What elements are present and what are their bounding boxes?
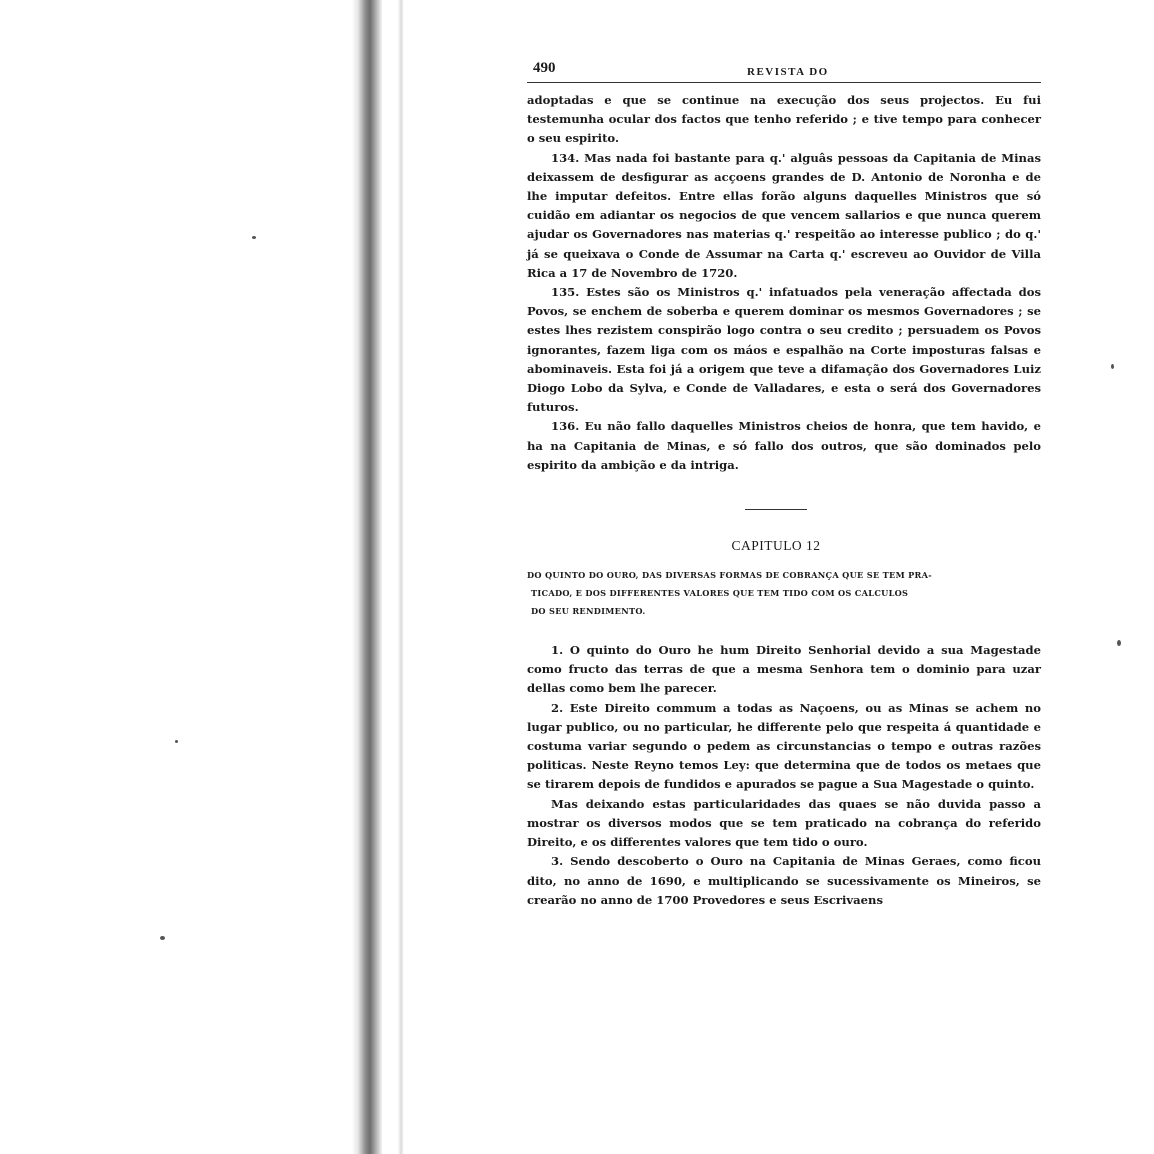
scan-speck: [1111, 364, 1114, 369]
scan-speck: [160, 936, 165, 940]
scan-speck: [175, 740, 178, 743]
page-number: 490: [533, 60, 556, 76]
paragraph-3: 3. Sendo descoberto o Ouro na Capitania de Minas Geraes, como ficou dito, no anno de 1690, e multiplicando se sucessivamente os Mineiros, se crearão no anno de 1700 Provedores e seus Escrivaens: [527, 854, 1041, 907]
section-divider: [745, 509, 807, 510]
scan-speck: [252, 236, 256, 239]
paragraph-134: 134. Mas nada foi bastante para q.' alguâs pessoas da Capitania de Minas deixassem de desfigurar as acçoens grandes de D. Antonio de Noronha e de lhe imputar defeitos. Entre ellas forão alguns daquelles Ministros que só cuidão em adiantar os negocios de que vencem sallarios e que nunca querem ajudar os Governadores nas materias q.' respeitão ao interesse publico ; do q.' já se queixava o Conde de Assumar na Carta q.' escreveu ao Ouvidor de Villa Rica a 17 de Novembro de 1720.: [527, 150, 1041, 280]
chapter-subtitle-line: DO QUINTO DO OURO, DAS DIVERSAS FORMAS DE COBRANÇA QUE SE TEM PRA-: [527, 570, 932, 581]
page-header: [527, 56, 1041, 83]
book-gutter-shadow: [352, 0, 382, 1154]
chapter-subtitle: [527, 566, 1041, 620]
body-text-chapter: [527, 641, 1041, 910]
paragraph-1: 1. O quinto do Ouro he hum Direito Senhorial devido a sua Magestade como fructo das terras de que a mesma Senhora tem o dominio para uzar dellas como bem lhe parecer.: [527, 643, 1041, 696]
chapter-title: CAPITULO 12: [731, 538, 821, 554]
chapter-subtitle-line: TICADO, E DOS DIFFERENTES VALORES QUE TEM TIDO COM OS CALCULOS: [531, 588, 909, 599]
paragraph-136: 136. Eu não fallo daquelles Ministros cheios de honra, que tem havido, e ha na Capitania de Minas, e só fallo dos outros, que são dominados pelo espirito da ambição e da intriga.: [527, 419, 1041, 472]
paragraph-continuation: adoptadas e que se continue na execução dos seus projectos. Eu fui testemunha ocular dos factos que tenho referido ; e tive tempo para conhecer o seu espirito.: [527, 93, 1041, 146]
scan-speck: [1117, 640, 1121, 646]
chapter-subtitle-line: DO SEU RENDIMENTO.: [531, 606, 646, 617]
paragraph-2-continued: Mas deixando estas particularidades das quaes se não duvida passo a mostrar os diversos modos que se tem praticado na cobrança do referido Direito, e os differentes valores que tem tido o ouro.: [527, 796, 1041, 850]
book-gutter-streak: [398, 0, 404, 1154]
book-page: [527, 56, 1041, 910]
paragraph-2: 2. Este Direito commum a todas as Naçoens, ou as Minas se achem no lugar publico, ou no particular, he differente pelo que respeita á quantidade e costuma variar segundo o pedem as circunstancias o tempo e outras razões politicas. Neste Reyno temos Ley: que determina que de todos os metaes que se tirarem depois de fundidos e apurados se pague a Sua Magestade o quinto.: [527, 700, 1041, 792]
running-head: REVISTA DO: [747, 66, 829, 78]
body-text-top: [527, 91, 1041, 475]
paragraph-135: 135. Estes são os Ministros q.' infatuados pela veneração affectada dos Povos, se enchem de soberba e querem dominar os mesmos Governadores ; se estes lhes rezistem conspirão logo contra o seu credito ; persuadem os Povos ignorantes, fazem liga com os máos e espalhão na Corte imposturas falsas e abominaveis. Esta foi já a origem que teve a difamação dos Governadores Luiz Diogo Lobo da Sylva, e Conde de Valladares, e esta o será dos Governadores futuros.: [527, 285, 1041, 415]
